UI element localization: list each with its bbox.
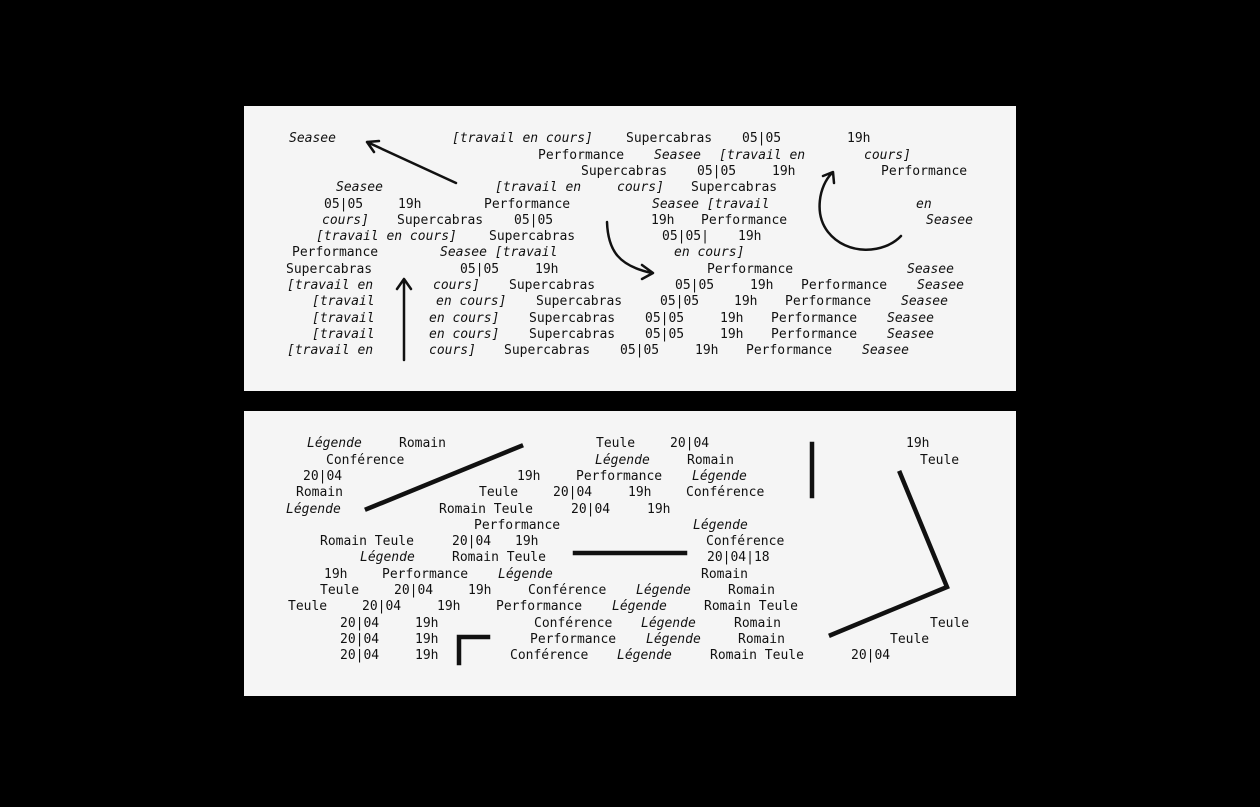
top-poster-word: Performance — [701, 213, 788, 228]
top-poster-word: 19h — [398, 197, 422, 212]
top-poster-word: Supercabras — [286, 262, 373, 277]
bottom-poster-word: Romain Teule — [704, 599, 798, 614]
bottom-poster-word: 20|04 — [340, 648, 380, 663]
bottom-poster-word: Romain — [399, 436, 446, 451]
top-poster-word: Supercabras — [529, 327, 616, 342]
bottom-poster-word: Légende — [617, 648, 672, 663]
bottom-poster-word: 20|04 — [571, 502, 611, 517]
arrow-up-left-icon — [367, 141, 456, 183]
top-poster-word: [travail — [312, 294, 375, 309]
bottom-poster-word: 20|04 — [362, 599, 402, 614]
top-poster-word: Seasee — [901, 294, 948, 309]
top-poster-word: 19h — [738, 229, 762, 244]
top-poster-word: en — [916, 197, 932, 212]
top-poster-word: 05|05 — [620, 343, 660, 358]
bottom-poster-word: Conférence — [706, 534, 785, 549]
bottom-poster-word: 19h — [437, 599, 461, 614]
top-poster-word: Supercabras — [529, 311, 616, 326]
top-poster-word: Seasee — [887, 311, 934, 326]
bottom-poster-word: Romain Teule — [439, 502, 533, 517]
top-poster-word: Supercabras — [581, 164, 668, 179]
bottom-poster-word: 20|04 — [303, 469, 343, 484]
bottom-poster-word: 19h — [324, 567, 348, 582]
bottom-poster-word: Légende — [646, 632, 701, 647]
top-poster-word: 05|05| — [662, 229, 709, 244]
top-poster-word: 05|05 — [742, 131, 782, 146]
top-poster-word: 05|05 — [697, 164, 737, 179]
bottom-poster-word: Romain — [296, 485, 343, 500]
bottom-poster-word: Teule — [890, 632, 930, 647]
bottom-poster-word: 20|04|18 — [707, 550, 770, 565]
top-poster-word: Seasee — [654, 148, 701, 163]
top-poster-word: cours] — [322, 213, 369, 228]
top-poster-word: Seasee — [917, 278, 964, 293]
top-poster-word: Performance — [292, 245, 379, 260]
top-poster-word: Supercabras — [489, 229, 576, 244]
top-poster-word: 19h — [720, 327, 744, 342]
bottom-poster-word: Romain — [738, 632, 785, 647]
bottom-poster-word: Teule — [596, 436, 636, 451]
bottom-poster-word: Teule — [930, 616, 970, 631]
top-poster-word: 05|05 — [514, 213, 554, 228]
bottom-poster-word: Romain Teule — [452, 550, 546, 565]
top-poster-word: Seasee [travail — [440, 245, 558, 260]
bottom-poster-word: Romain — [701, 567, 748, 582]
bottom-poster-word: Conférence — [534, 616, 613, 631]
top-poster-word: [travail en — [495, 180, 582, 195]
bottom-poster-word: 19h — [517, 469, 541, 484]
bottom-poster-word: 19h — [906, 436, 930, 451]
top-poster-word: Supercabras — [536, 294, 623, 309]
top-poster-word: [travail en — [719, 148, 806, 163]
top-poster-word: Performance — [785, 294, 872, 309]
top-poster-word: Supercabras — [626, 131, 713, 146]
poster-bottom — [244, 411, 1016, 696]
top-poster-word: [travail — [312, 311, 375, 326]
bottom-poster-word: 19h — [415, 648, 439, 663]
top-poster-word: Performance — [707, 262, 794, 277]
bottom-poster-word: Légende — [360, 550, 415, 565]
top-poster-word: cours] — [433, 278, 480, 293]
bottom-poster-word: 20|04 — [340, 632, 380, 647]
corner-bracket-shape — [459, 637, 488, 663]
top-poster-word: Seasee — [289, 131, 336, 146]
bottom-poster-word: 19h — [515, 534, 539, 549]
bottom-poster-word: 19h — [468, 583, 492, 598]
bracket-l-shape — [831, 473, 947, 635]
top-poster-word: Performance — [771, 327, 858, 342]
bottom-poster-word: Légende — [641, 616, 696, 631]
top-poster-word: Supercabras — [509, 278, 596, 293]
top-poster-word: cours] — [617, 180, 664, 195]
top-poster-word: [travail en — [287, 278, 374, 293]
top-poster-word: Seasee — [926, 213, 973, 228]
bottom-poster-word: 20|04 — [340, 616, 380, 631]
bottom-poster-word: Conférence — [686, 485, 765, 500]
bottom-poster-word: Légende — [612, 599, 667, 614]
top-poster-word: [travail en — [287, 343, 374, 358]
top-poster-word: [travail en cours] — [452, 131, 593, 146]
arrow-circular-icon — [820, 172, 901, 250]
bottom-poster-word: Teule — [479, 485, 519, 500]
top-poster-word: 19h — [720, 311, 744, 326]
bottom-poster-word: Performance — [576, 469, 663, 484]
bottom-poster-word: 20|04 — [553, 485, 593, 500]
top-poster-word: Performance — [538, 148, 625, 163]
bottom-poster-word: 20|04 — [452, 534, 492, 549]
top-poster-word: en cours] — [674, 245, 745, 260]
bottom-poster-word: Romain — [734, 616, 781, 631]
top-poster-word: 19h — [734, 294, 758, 309]
bottom-poster-word: Teule — [920, 453, 960, 468]
top-poster-word: 19h — [695, 343, 719, 358]
bottom-poster-word: Légende — [286, 502, 341, 517]
top-poster-word: Performance — [484, 197, 571, 212]
poster-top — [244, 106, 1016, 391]
top-poster-word: Performance — [746, 343, 833, 358]
bottom-poster-word: Teule — [320, 583, 360, 598]
bottom-poster-word: 20|04 — [394, 583, 434, 598]
arrow-curved-down-right-icon — [607, 222, 653, 279]
bottom-poster-word: 19h — [415, 632, 439, 647]
top-poster-word: 19h — [847, 131, 871, 146]
bottom-poster-word: Romain Teule — [320, 534, 414, 549]
bottom-poster-word: 20|04 — [851, 648, 891, 663]
bottom-poster-word: Légende — [307, 436, 362, 451]
top-poster-word: 05|05 — [660, 294, 700, 309]
top-poster-word: Performance — [771, 311, 858, 326]
top-poster-word: 05|05 — [645, 327, 685, 342]
bottom-poster-word: Légende — [636, 583, 691, 598]
bottom-poster-word: Conférence — [326, 453, 405, 468]
bottom-poster-word: Conférence — [528, 583, 607, 598]
bottom-poster-word: Romain Teule — [710, 648, 804, 663]
top-poster-word: 05|05 — [324, 197, 364, 212]
top-poster-word: 19h — [651, 213, 675, 228]
top-poster-word: Seasee — [336, 180, 383, 195]
bottom-poster-word: Légende — [498, 567, 553, 582]
bottom-poster-word: Performance — [530, 632, 617, 647]
top-poster-word: en cours] — [429, 311, 500, 326]
top-poster-word: Performance — [801, 278, 888, 293]
bottom-poster-word: 19h — [647, 502, 671, 517]
bottom-poster-word: Légende — [595, 453, 650, 468]
top-poster-word: Seasee — [887, 327, 934, 342]
top-poster-word: cours] — [864, 148, 911, 163]
bottom-poster-word: Performance — [474, 518, 561, 533]
bottom-poster-word: 20|04 — [670, 436, 710, 451]
bottom-poster-word: Légende — [693, 518, 748, 533]
bottom-poster-word: Performance — [496, 599, 583, 614]
top-poster-word: Supercabras — [397, 213, 484, 228]
arrow-up-icon — [397, 279, 411, 360]
top-poster-word: 05|05 — [675, 278, 715, 293]
top-poster-word: Supercabras — [691, 180, 778, 195]
bottom-poster-word: Légende — [692, 469, 747, 484]
bottom-poster-word: Conférence — [510, 648, 589, 663]
top-poster-word: 19h — [535, 262, 559, 277]
top-poster-word: Seasee — [907, 262, 954, 277]
bottom-poster-word: Performance — [382, 567, 469, 582]
top-poster-word: 05|05 — [460, 262, 500, 277]
top-poster-word: Performance — [881, 164, 968, 179]
top-poster-word: Seasee — [862, 343, 909, 358]
top-poster-word: 05|05 — [645, 311, 685, 326]
top-poster-word: [travail en cours] — [316, 229, 457, 244]
top-poster-word: 19h — [772, 164, 796, 179]
bottom-poster-word: Romain — [687, 453, 734, 468]
bottom-poster-word: Romain — [728, 583, 775, 598]
top-poster-word: cours] — [429, 343, 476, 358]
top-poster-word: 19h — [750, 278, 774, 293]
bottom-poster-word: 19h — [415, 616, 439, 631]
top-poster-word: en cours] — [436, 294, 507, 309]
top-poster-word: en cours] — [429, 327, 500, 342]
bottom-poster-word: Teule — [288, 599, 328, 614]
top-poster-word: Supercabras — [504, 343, 591, 358]
bottom-poster-word: 19h — [628, 485, 652, 500]
top-poster-word: Seasee [travail — [652, 197, 770, 212]
top-poster-word: [travail — [312, 327, 375, 342]
